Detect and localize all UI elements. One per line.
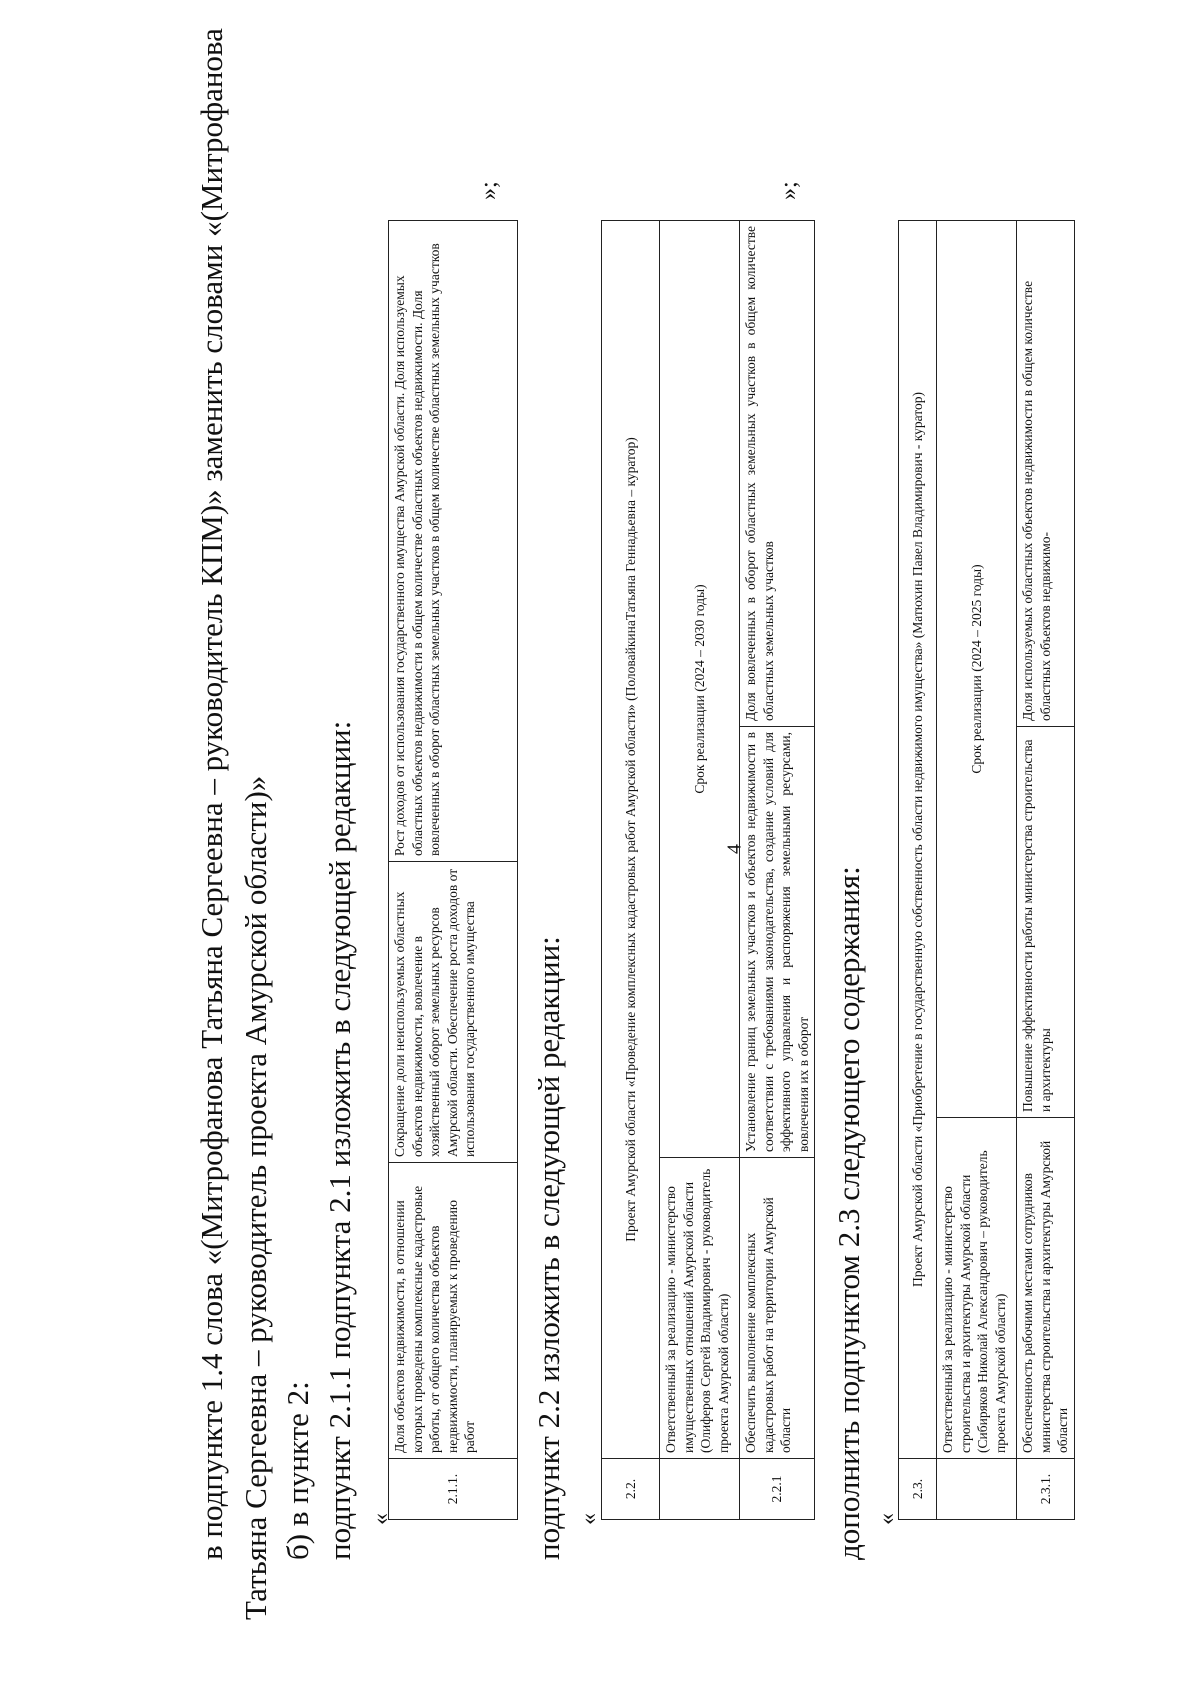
responsible-cell: Ответственный за реализацию - министерство строительства и архитектуры Амурской области (Сибиряков Николай Александрович – руководитель проекта Амурской области) — [937, 1118, 1017, 1459]
intro-line-2: Татьяна Сергеевна – руководитель проекта Амурской области)» — [238, 775, 273, 1620]
row-number: 2.2. — [602, 1459, 660, 1520]
indicator-cell: Доля вовлеченных в оборот областных земельных участков в общем количестве областных земельных участков — [740, 221, 815, 727]
row-number: 2.1.1. — [389, 1459, 518, 1520]
task-number: 2.3.1. — [1017, 1459, 1075, 1520]
page-number: 4 — [723, 844, 746, 854]
open-quote-2: « — [576, 1513, 602, 1525]
indicator-cell: Доля используемых областных объектов недвижимости в общем количестве областных объектов недвижимо- — [1017, 221, 1075, 727]
term-cell: Срок реализации (2024 – 2030 годы) — [660, 221, 740, 1158]
row-number: 2.3. — [899, 1459, 937, 1520]
empty-number-cell — [937, 1459, 1017, 1520]
task-cell: Обеспеченность рабочими местами сотрудников министерства строительства и архитектуры Амурской области — [1017, 1118, 1075, 1459]
result-cell: Повышение эффективности работы министерства строительства и архитектуры — [1017, 727, 1075, 1118]
rotated-document-content — [176, 28, 1071, 1620]
close-quote-2: »; — [776, 181, 802, 200]
term-cell: Срок реализации (2024 – 2025 годы) — [937, 221, 1017, 1118]
project-title-cell: Проект Амурской области «Приобретение в государственную собственность области недвижимого имущества» (Матюхин Павел Владимирович - куратор) — [899, 221, 937, 1459]
task-number: 2.2.1 — [740, 1459, 815, 1520]
table-2-1-1 — [388, 220, 518, 1520]
open-quote-1: « — [368, 1513, 394, 1525]
intro-line-4: подпункт 2.1.1 подпункта 2.1 изложить в следующей редакции: — [322, 720, 357, 1560]
open-quote-3: « — [874, 1513, 900, 1525]
task-cell: Сокращение доли неиспользуемых областных объектов недвижимости, вовлечение в хозяйственный оборот земельных ресурсов Амурской области. Обеспечение роста доходов от использования государственного имущества — [389, 862, 518, 1163]
task-cell: Обеспечить выполнение комплексных кадастровых работ на территории Амурской области — [740, 1158, 815, 1459]
indicator-cell: Доля объектов недвижимости, в отношении которых проведены комплексные кадастровые работы, от общего количества объектов недвижимости, планируемых к проведению работ — [389, 1163, 518, 1459]
responsible-cell: Ответственный за реализацию - министерство имущественных отношений Амурской области (Олиферов Сергей Владимирович - руководитель проекта Амурской области) — [660, 1158, 740, 1459]
result-cell: Рост доходов от использования государственного имущества Амурской области. Доля используемых областных объектов недвижимости в общем количестве областных объектов недвижимости. Доля вовлеченных в оборот областных земельных участков в общем количестве областных земельных участков — [389, 221, 518, 862]
close-quote-1: »; — [476, 181, 502, 200]
heading-2-2: подпункт 2.2 изложить в следующей редакции: — [531, 936, 566, 1560]
empty-number-cell — [660, 1459, 740, 1520]
intro-line-3: б) в пункте 2: — [280, 1381, 315, 1560]
project-title-cell: Проект Амурской области «Проведение комплексных кадастровых работ Амурской области» (ПоловайкинаТатьяна Геннадьевна – куратор) — [602, 221, 660, 1459]
table-2-3 — [898, 220, 1075, 1520]
intro-line-1: в подпункте 1.4 слова «(Митрофанова Татьяна Сергеевна – руководитель КПМ)» заменить словами «(Митрофанова — [194, 28, 229, 1560]
table-2-2 — [601, 220, 815, 1520]
result-cell: Установление границ земельных участков и объектов недвижимости в соответствии с требованиями законодательства, создание условий для эффективного управления и распоряжения земельными ресурсами, вовлечения их в оборот — [740, 727, 815, 1158]
heading-2-3: дополнить подпунктом 2.3 следующего содержания: — [831, 866, 866, 1560]
